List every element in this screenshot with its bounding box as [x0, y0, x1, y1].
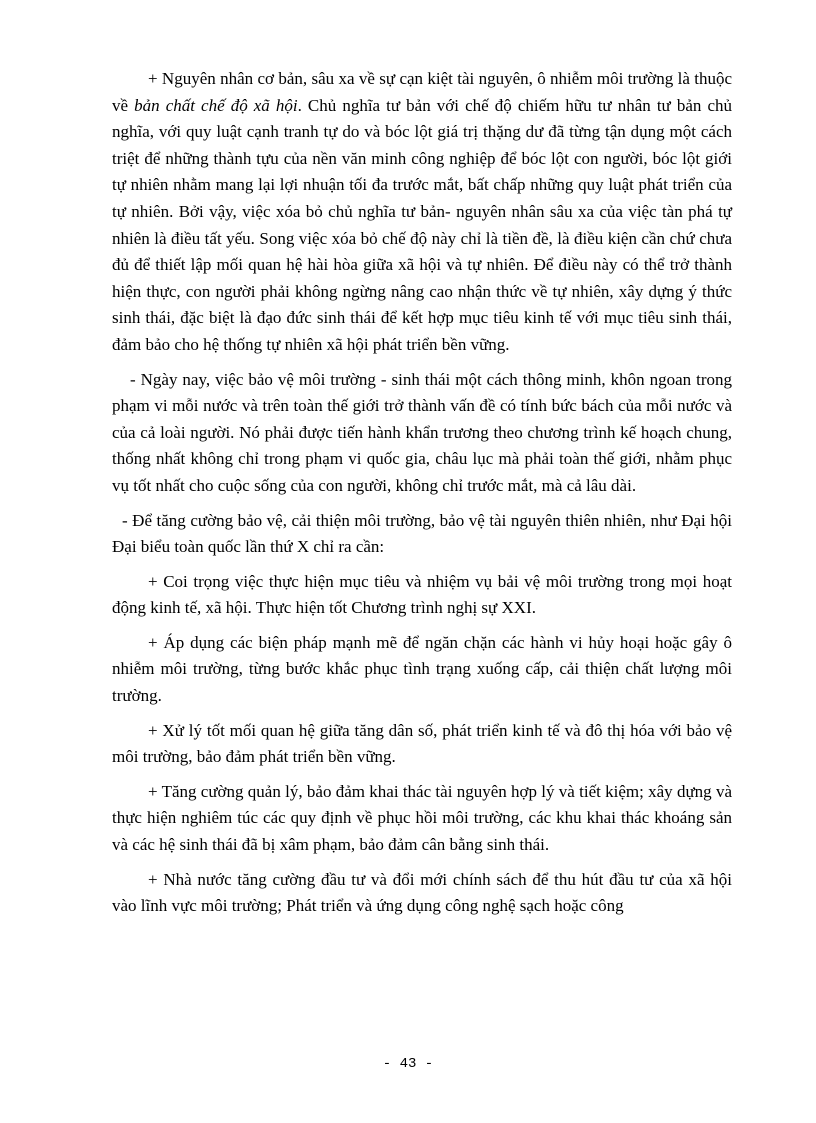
paragraph-item-3: + Xử lý tốt mối quan hệ giữa tăng dân số, phát triển kinh tế và đô thị hóa với bảo vệ môi trường, bảo đảm phát triển bền vững.	[112, 720, 732, 767]
page-number: - 43 -	[382, 1056, 434, 1072]
paragraph-item-2: + Áp dụng các biện pháp mạnh mẽ để ngăn chặn các hành vi hủy hoại hoặc gây ô nhiễm môi trường, từng bước khắc phục tình trạng xuống cấp, cải thiện chất lượng môi trường.	[112, 632, 732, 706]
paragraph-item-5: + Nhà nước tăng cường đầu tư và đổi mới chính sách để thu hút đầu tư của xã hội vào lĩnh vực môi trường; Phát triển và ứng dụng công nghệ sạch hoặc công	[112, 869, 732, 916]
paragraph-text: + Nguyên nhân cơ bản, sâu xa về sự cạn kiệt tài nguyên, ô nhiễm môi trường là thuộc về	[112, 69, 732, 115]
paragraph-root-cause	[112, 66, 732, 359]
paragraph-text: . Chủ nghĩa tư bản với chế độ chiếm hữu tư nhân tư bản chủ nghĩa, với quy luật cạnh tranh tự do và bóc lột giá trị thặng dư đã từng tận dụng một cách triệt để những thành tựu của nền văn minh công nghiệp để bóc lột con người, bóc lột giới tự nhiên nhằm mang lại lợi nhuận tối đa trước mắt, bất chấp những quy luật phát triển của tự nhiên. Bởi vậy, việc xóa bỏ chủ nghĩa tư bản- nguyên nhân sâu xa của việc tàn phá tự nhiên là điều tất yếu. Song việc xóa bỏ chế độ này chỉ là tiền đề, là điều kiện cần chứ chưa đủ để thiết lập mối quan hệ hài hòa giữa xã hội và tự nhiên. Để điều này có thể trở thành hiện thực, con người phải không ngừng nâng cao nhận thức về tự nhiên, xây dựng ý thức sinh thái, đặc biệt là đạo đức sinh thái để kết hợp mục tiêu kinh tế với mục tiêu sinh thái, đảm bảo cho hệ thống tự nhiên xã hội phát triển bền vững.	[112, 95, 732, 354]
paragraph-item-4: + Tăng cường quản lý, bảo đảm khai thác tài nguyên hợp lý và tiết kiệm; xây dựng và thực hiện nghiêm túc các quy định về phục hồi môi trường, các khu khai thác khoáng sản và các hệ sinh thái đã bị xâm phạm, bảo đảm cân bằng sinh thái.	[112, 781, 732, 855]
body-text	[112, 66, 732, 928]
emphasis-text: bản chất chế độ xã hội	[134, 95, 298, 115]
paragraph-item-1: + Coi trọng việc thực hiện mục tiêu và nhiệm vụ bải vệ môi trường trong mọi hoạt động kinh tế, xã hội. Thực hiện tốt Chương trình nghị sự XXI.	[112, 571, 732, 618]
paragraph-congress: - Để tăng cường bảo vệ, cải thiện môi trường, bảo vệ tài nguyên thiên nhiên, như Đại hội Đại biểu toàn quốc lần thứ X chỉ ra cần:	[112, 510, 732, 557]
paragraph-nowadays: - Ngày nay, việc bảo vệ môi trường - sinh thái một cách thông minh, khôn ngoan trong phạm vi mỗi nước và trên toàn thế giới trở thành vấn đề có tính bức bách của mỗi nước và của cả loài người. Nó phải được tiến hành khẩn trương theo chương trình kế hoạch chung, thống nhất không chỉ trong phạm vi quốc gia, châu lục mà phải toàn thế giới, nhằm phục vụ tốt nhất cho cuộc sống của con người, không chỉ trước mắt, mà cả lâu dài.	[112, 369, 732, 495]
